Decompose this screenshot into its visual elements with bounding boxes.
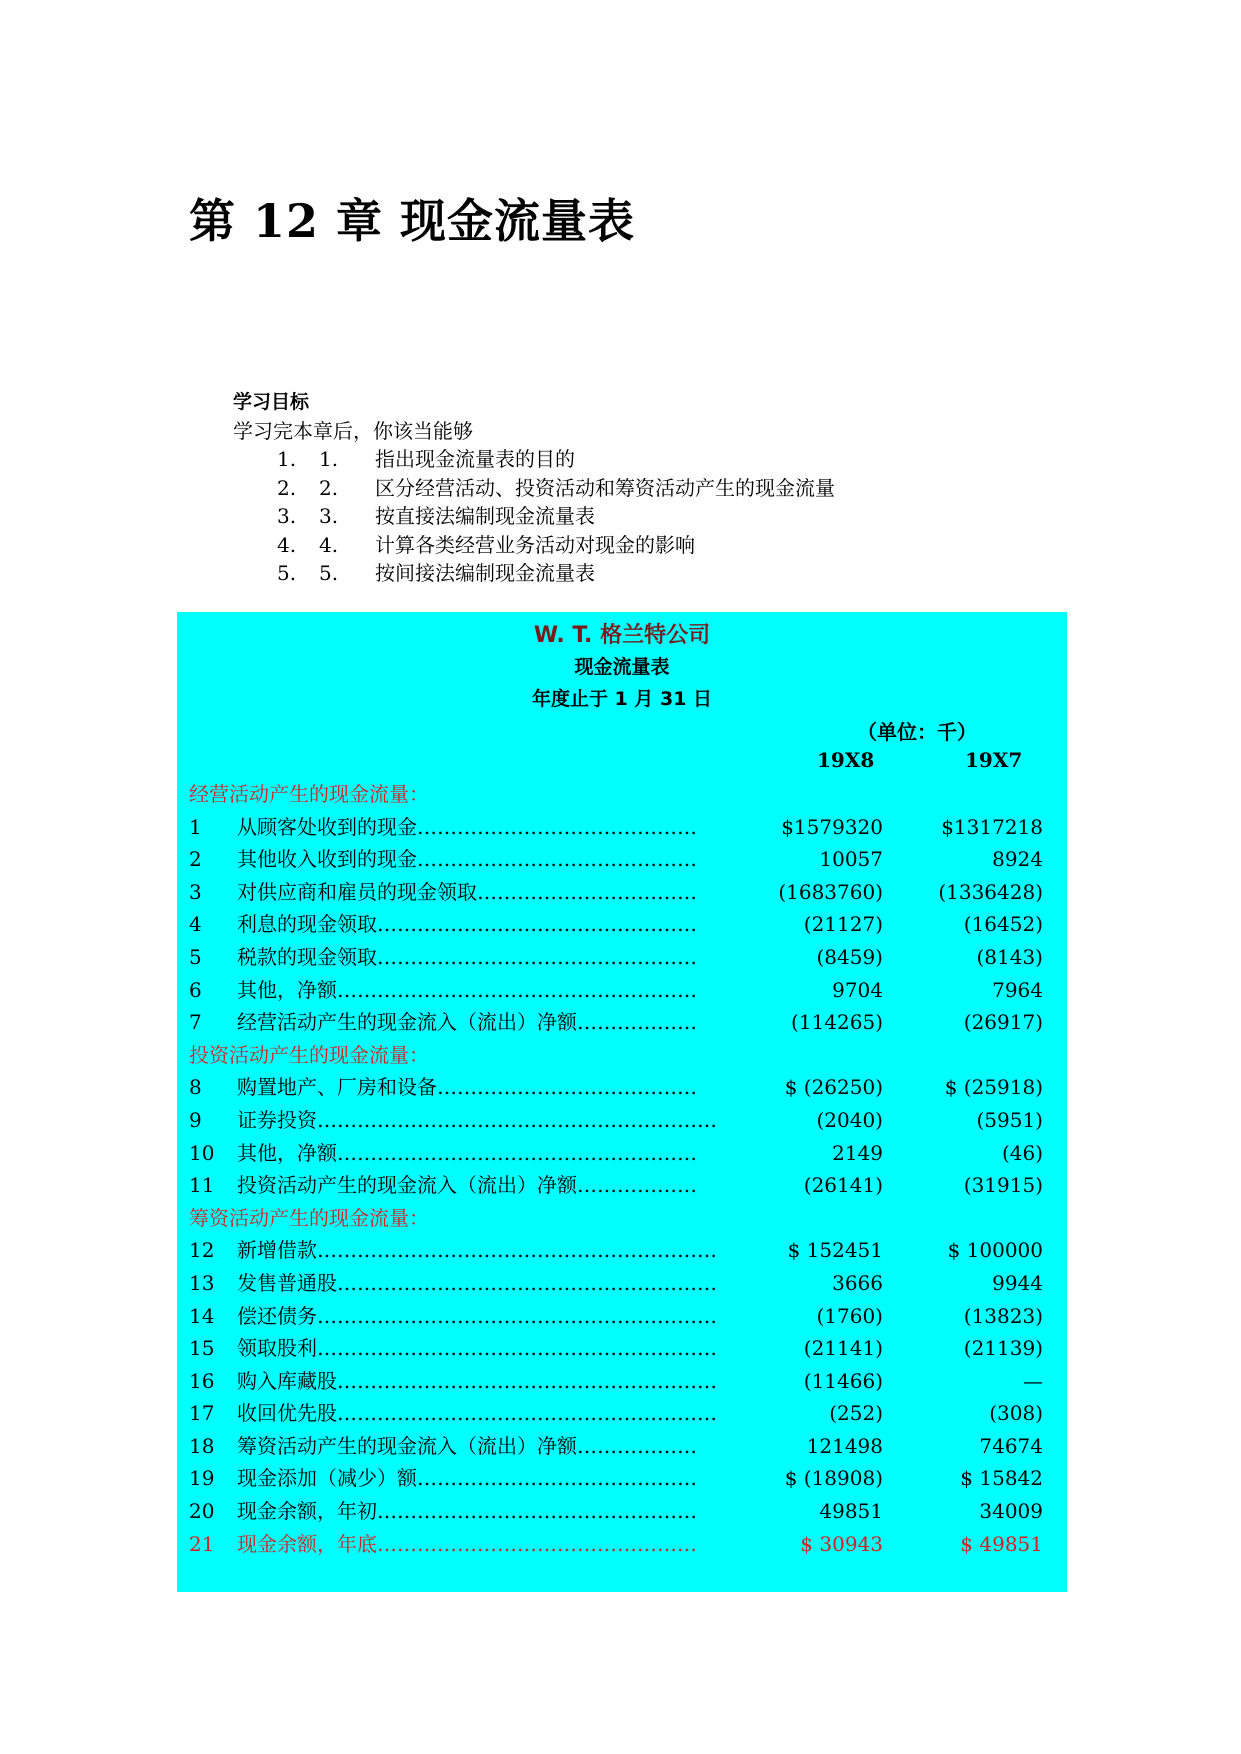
table-row xyxy=(189,941,1055,974)
value-19x7: (31915) xyxy=(963,1173,1043,1198)
value-19x7: (8143) xyxy=(976,944,1043,969)
objective-text: 计算各类经营业务活动对现金的影响 xyxy=(375,532,695,557)
objective-item xyxy=(233,531,695,560)
row-number: 3 xyxy=(189,879,202,904)
row-number: 9 xyxy=(189,1107,202,1132)
row-number: 2 xyxy=(189,847,202,872)
value-19x7: (46) xyxy=(1001,1140,1043,1165)
objective-item xyxy=(233,445,575,474)
objective-subnumber: 4. xyxy=(319,532,339,557)
row-label: 从顾客处收到的现金…………………………………… xyxy=(237,814,697,839)
row-number: 7 xyxy=(189,1010,202,1035)
value-19x7: $1317218 xyxy=(941,814,1043,839)
row-label: 收回优先股………………………………………………… xyxy=(237,1401,717,1426)
value-19x8: (1683760) xyxy=(778,879,883,904)
objective-item xyxy=(233,502,595,531)
table-row xyxy=(189,1104,1055,1137)
row-number: 1 xyxy=(189,814,202,839)
table-row xyxy=(189,974,1055,1007)
table-row xyxy=(189,1528,1055,1561)
value-19x7: (21139) xyxy=(963,1336,1043,1361)
value-19x8: (21141) xyxy=(803,1336,883,1361)
row-label: 现金余额，年底………………………………………… xyxy=(237,1531,697,1556)
value-19x8: (252) xyxy=(829,1401,883,1426)
value-19x8: (8459) xyxy=(816,944,883,969)
value-19x7: $ 100000 xyxy=(947,1238,1043,1263)
objective-item xyxy=(233,559,595,588)
section-heading: 筹资活动产生的现金流量： xyxy=(189,1205,429,1230)
value-19x8: 10057 xyxy=(819,847,883,872)
row-label: 购入库藏股………………………………………………… xyxy=(237,1368,717,1393)
row-number: 8 xyxy=(189,1075,202,1100)
row-label: 其他收入收到的现金…………………………………… xyxy=(237,847,697,872)
value-19x8: (26141) xyxy=(803,1173,883,1198)
objective-number: 2. xyxy=(277,475,297,500)
objective-text: 按间接法编制现金流量表 xyxy=(375,561,595,585)
row-number: 4 xyxy=(189,912,202,937)
value-19x7: (13823) xyxy=(963,1303,1043,1328)
value-19x8: $ (18908) xyxy=(784,1466,883,1491)
objective-number: 3. xyxy=(277,504,297,528)
value-19x7: 8924 xyxy=(992,847,1043,872)
row-label: 经营活动产生的现金流入（流出）净额……………… xyxy=(237,1010,697,1035)
objective-subnumber: 5. xyxy=(319,561,339,585)
row-label: 对供应商和雇员的现金领取…………………………… xyxy=(237,879,697,904)
row-number: 13 xyxy=(189,1270,215,1295)
value-19x7: (26917) xyxy=(963,1010,1043,1035)
statement-rows xyxy=(189,778,1055,1560)
row-number: 10 xyxy=(189,1140,215,1165)
value-19x7: 74674 xyxy=(979,1433,1043,1458)
value-19x8: $ (26250) xyxy=(784,1075,883,1100)
row-number: 21 xyxy=(189,1531,215,1556)
value-19x8: 2149 xyxy=(832,1140,883,1165)
company-name: W. T. 格兰特公司 xyxy=(533,623,711,648)
row-number: 16 xyxy=(189,1368,215,1393)
value-19x7: 9944 xyxy=(992,1270,1043,1295)
row-label: 其他，净额……………………………………………… xyxy=(237,1140,697,1165)
objective-number: 1. xyxy=(277,447,297,471)
row-number: 15 xyxy=(189,1336,215,1361)
table-row xyxy=(189,1430,1055,1463)
table-row xyxy=(189,1169,1055,1202)
value-19x7: (308) xyxy=(989,1401,1043,1426)
table-row xyxy=(189,1332,1055,1365)
value-19x7: 7964 xyxy=(992,977,1043,1002)
objective-item xyxy=(233,474,835,503)
year-header-2: 19X7 xyxy=(965,748,1023,772)
learning-objectives xyxy=(233,388,835,588)
table-row xyxy=(189,1137,1055,1170)
chapter-title: 第 12 章 现金流量表 xyxy=(189,194,636,248)
table-row xyxy=(189,843,1055,876)
row-number: 18 xyxy=(189,1433,215,1458)
value-19x8: 9704 xyxy=(832,977,883,1002)
table-row xyxy=(189,876,1055,909)
value-19x7: $ 15842 xyxy=(960,1466,1043,1491)
value-19x8: $ 152451 xyxy=(787,1238,883,1263)
section-heading: 经营活动产生的现金流量： xyxy=(189,782,429,806)
objectives-list xyxy=(233,445,835,588)
table-row xyxy=(189,1365,1055,1398)
row-label: 偿还债务…………………………………………………… xyxy=(237,1303,717,1328)
table-row xyxy=(189,1006,1055,1039)
row-number: 17 xyxy=(189,1401,215,1426)
cash-flow-statement xyxy=(177,612,1067,1592)
objective-text: 区分经营活动、投资活动和筹资活动产生的现金流量 xyxy=(375,475,835,500)
row-label: 现金余额，年初………………………………………… xyxy=(237,1499,697,1524)
objective-subnumber: 2. xyxy=(319,475,339,500)
table-row xyxy=(189,1234,1055,1267)
row-label: 领取股利…………………………………………………… xyxy=(237,1336,717,1361)
row-label: 现金添加（减少）额…………………………………… xyxy=(237,1466,697,1491)
row-label: 发售普通股………………………………………………… xyxy=(237,1270,717,1295)
objective-text: 指出现金流量表的目的 xyxy=(375,447,575,471)
objective-subnumber: 1. xyxy=(319,447,339,471)
table-row xyxy=(189,1462,1055,1495)
section-heading: 投资活动产生的现金流量： xyxy=(189,1042,429,1067)
table-row xyxy=(189,1397,1055,1430)
value-19x7: (5951) xyxy=(976,1107,1043,1132)
row-label: 其他，净额……………………………………………… xyxy=(237,977,697,1002)
row-number: 6 xyxy=(189,977,202,1002)
row-number: 5 xyxy=(189,944,202,969)
table-row xyxy=(189,1071,1055,1104)
objective-subnumber: 3. xyxy=(319,504,339,528)
value-19x8: $ 30943 xyxy=(800,1531,883,1556)
value-19x8: $1579320 xyxy=(781,814,883,839)
objective-text: 按直接法编制现金流量表 xyxy=(375,504,595,528)
row-number: 19 xyxy=(189,1466,215,1491)
row-number: 14 xyxy=(189,1303,215,1328)
value-19x8: 121498 xyxy=(806,1433,883,1458)
table-row xyxy=(189,1495,1055,1528)
table-row xyxy=(189,1300,1055,1333)
row-number: 20 xyxy=(189,1499,215,1524)
value-19x8: (11466) xyxy=(803,1368,883,1393)
statement-title: 现金流量表 xyxy=(574,656,670,678)
row-label: 利息的现金领取………………………………………… xyxy=(237,912,697,937)
value-19x7: 34009 xyxy=(979,1499,1043,1524)
value-19x7: — xyxy=(1023,1368,1043,1393)
year-header-1: 19X8 xyxy=(817,748,875,772)
objectives-intro: 学习完本章后，你该当能够 xyxy=(233,418,473,443)
unit-label: （单位：千） xyxy=(857,720,977,744)
value-19x8: (114265) xyxy=(791,1010,883,1035)
row-label: 证券投资…………………………………………………… xyxy=(237,1107,717,1132)
value-19x8: 49851 xyxy=(819,1499,883,1524)
row-label: 购置地产、厂房和设备………………………………… xyxy=(237,1075,697,1100)
value-19x7: (16452) xyxy=(963,912,1043,937)
value-19x8: (1760) xyxy=(816,1303,883,1328)
objective-number: 5. xyxy=(277,561,297,585)
row-number: 12 xyxy=(189,1238,215,1263)
value-19x7: $ (25918) xyxy=(944,1075,1043,1100)
objective-number: 4. xyxy=(277,532,297,557)
table-row xyxy=(189,1267,1055,1300)
value-19x8: 3666 xyxy=(832,1270,883,1295)
value-19x7: $ 49851 xyxy=(960,1531,1043,1556)
row-label: 筹资活动产生的现金流入（流出）净额……………… xyxy=(237,1433,697,1458)
row-label: 新增借款…………………………………………………… xyxy=(237,1238,717,1263)
value-19x7: (1336428) xyxy=(938,879,1043,904)
table-row xyxy=(189,811,1055,844)
statement-period: 年度止于 1 月 31 日 xyxy=(531,688,713,710)
objectives-heading: 学习目标 xyxy=(233,391,310,413)
row-number: 11 xyxy=(189,1173,215,1198)
value-19x8: (2040) xyxy=(816,1107,883,1132)
table-row xyxy=(189,908,1055,941)
value-19x8: (21127) xyxy=(803,912,883,937)
row-label: 税款的现金领取………………………………………… xyxy=(237,944,697,969)
row-label: 投资活动产生的现金流入（流出）净额……………… xyxy=(237,1173,697,1198)
